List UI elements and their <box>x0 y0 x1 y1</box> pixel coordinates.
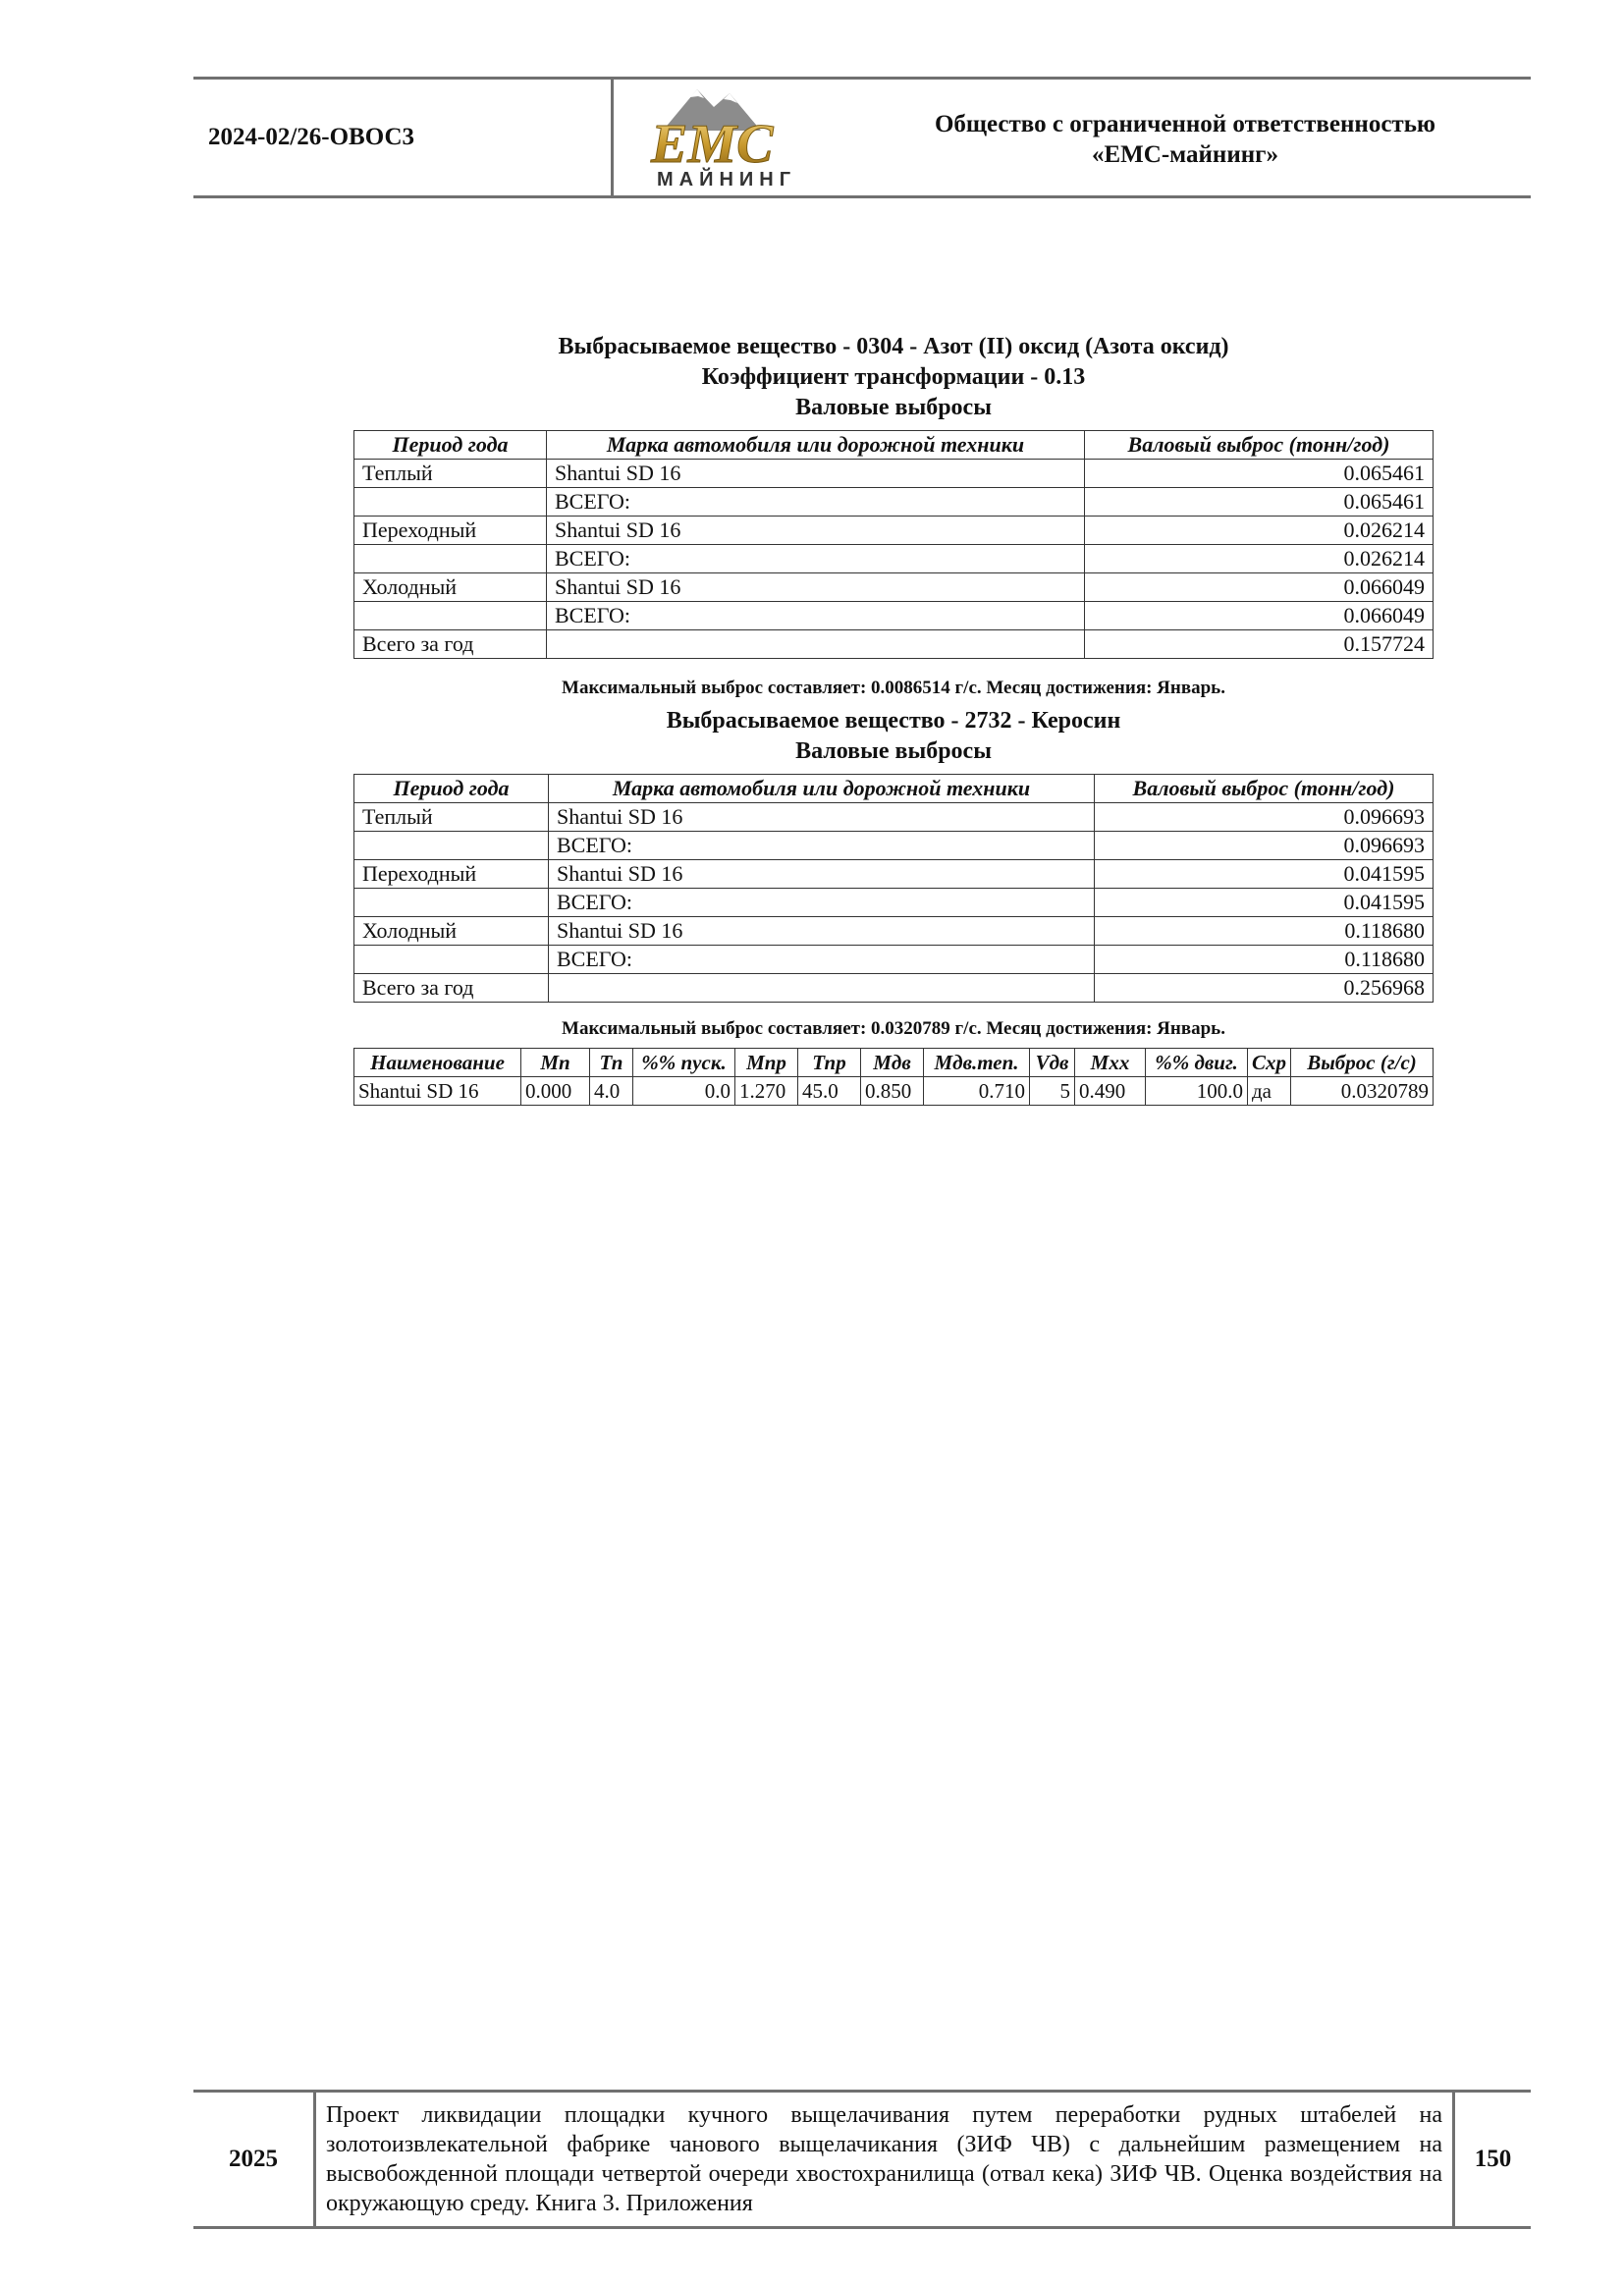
table-row <box>354 974 1434 1003</box>
emission-cell: 0.065461 <box>1085 460 1434 488</box>
period-cell <box>354 832 549 860</box>
emission-cell: 0.026214 <box>1085 517 1434 545</box>
organization-name <box>839 80 1531 195</box>
column-header: Мпр <box>735 1049 798 1077</box>
table-row <box>354 946 1434 974</box>
table-row <box>354 602 1434 630</box>
vehicle-cell: ВСЕГО: <box>547 488 1085 517</box>
period-cell: Всего за год <box>354 630 547 659</box>
column-header: Мдв <box>861 1049 924 1077</box>
document-code: 2024-02/26-ОВОС3 <box>208 124 415 150</box>
param-cell: 0.000 <box>521 1077 590 1106</box>
logo-icon <box>643 82 810 191</box>
param-cell: 0.850 <box>861 1077 924 1106</box>
vehicle-cell: ВСЕГО: <box>547 602 1085 630</box>
param-cell: да <box>1248 1077 1291 1106</box>
company-logo <box>611 80 839 195</box>
table-header-row <box>354 1049 1434 1077</box>
column-header: Валовый выброс (тонн/год) <box>1085 431 1434 460</box>
column-header: %% двиг. <box>1146 1049 1248 1077</box>
period-cell: Переходный <box>354 860 549 889</box>
table-header-row <box>354 775 1434 803</box>
table-row <box>354 488 1434 517</box>
period-cell <box>354 602 547 630</box>
table-row <box>354 545 1434 573</box>
param-cell: 0.0320789 <box>1291 1077 1434 1106</box>
period-cell <box>354 946 549 974</box>
column-header: Марка автомобиля или дорожной техники <box>549 775 1095 803</box>
column-header: Валовый выброс (тонн/год) <box>1095 775 1434 803</box>
column-header: Мдв.теп. <box>924 1049 1030 1077</box>
table-row <box>354 460 1434 488</box>
table-row <box>354 803 1434 832</box>
emission-cell: 0.118680 <box>1095 917 1434 946</box>
column-header: Схр <box>1248 1049 1291 1077</box>
column-header: %% пуск. <box>633 1049 735 1077</box>
footer-project-title: Проект ликвидации площадки кучного выщелачивания путем переработки рудных штабелей на золотоизвлекательной фабрике чанового выщелачикания (ЗИФ ЧВ) с дальнейшим размещением на высвобожденной площади четвертой очереди хвостохранилища (отвал кека) ЗИФ ЧВ. Оценка воздействия на окружающую среду. Книга 3. Приложения <box>316 2093 1455 2226</box>
param-cell: 0.0 <box>633 1077 735 1106</box>
org-line-2: «ЕМС-майнинг» <box>1092 141 1278 168</box>
period-cell: Холодный <box>354 573 547 602</box>
svg-text:ЕМС: ЕМС <box>651 114 774 175</box>
block1-substance: Выбрасываемое вещество - 0304 - Азот (II) оксид (Азота оксид) <box>558 334 1229 359</box>
table-row <box>354 889 1434 917</box>
block2-table <box>353 774 1434 1003</box>
block1-subtitle: Валовые выбросы <box>795 395 992 420</box>
emission-cell: 0.041595 <box>1095 889 1434 917</box>
vehicle-cell <box>549 974 1095 1003</box>
period-cell: Переходный <box>354 517 547 545</box>
column-header: Марка автомобиля или дорожной техники <box>547 431 1085 460</box>
vehicle-cell: Shantui SD 16 <box>547 573 1085 602</box>
emission-cell: 0.066049 <box>1085 602 1434 630</box>
column-header: Тпр <box>798 1049 861 1077</box>
block2-max-emission-note: Максимальный выброс составляет: 0.0320789 г/с. Месяц достижения: Январь. <box>562 1018 1225 1039</box>
column-header: Мхх <box>1075 1049 1146 1077</box>
vehicle-cell: Shantui SD 16 <box>549 803 1095 832</box>
emission-cell: 0.096693 <box>1095 832 1434 860</box>
table-row <box>354 630 1434 659</box>
column-header: Наименование <box>354 1049 521 1077</box>
column-header: Мп <box>521 1049 590 1077</box>
param-cell: 100.0 <box>1146 1077 1248 1106</box>
name-cell: Shantui SD 16 <box>354 1077 521 1106</box>
column-header: Выброс (г/с) <box>1291 1049 1434 1077</box>
period-cell: Теплый <box>354 803 549 832</box>
column-header: Тп <box>590 1049 633 1077</box>
param-cell: 0.490 <box>1075 1077 1146 1106</box>
param-cell: 5 <box>1030 1077 1075 1106</box>
column-header: Vдв <box>1030 1049 1075 1077</box>
block1-title <box>353 332 1434 423</box>
table-row <box>354 860 1434 889</box>
block2-title <box>353 706 1434 767</box>
emission-cell: 0.065461 <box>1085 488 1434 517</box>
vehicle-cell: ВСЕГО: <box>549 889 1095 917</box>
period-cell <box>354 889 549 917</box>
block1-table <box>353 430 1434 659</box>
vehicle-cell: Shantui SD 16 <box>549 860 1095 889</box>
period-cell: Теплый <box>354 460 547 488</box>
table-row <box>354 917 1434 946</box>
vehicle-cell: Shantui SD 16 <box>549 917 1095 946</box>
vehicle-cell: ВСЕГО: <box>549 946 1095 974</box>
vehicle-cell: Shantui SD 16 <box>547 517 1085 545</box>
emission-cell: 0.066049 <box>1085 573 1434 602</box>
period-cell: Всего за год <box>354 974 549 1003</box>
page-header <box>193 77 1531 198</box>
vehicle-cell: ВСЕГО: <box>549 832 1095 860</box>
table-header-row <box>354 431 1434 460</box>
footer-year: 2025 <box>193 2093 316 2226</box>
table-row <box>354 1077 1434 1106</box>
emission-cell: 0.256968 <box>1095 974 1434 1003</box>
period-cell: Холодный <box>354 917 549 946</box>
block2-substance: Выбрасываемое вещество - 2732 - Керосин <box>666 708 1121 734</box>
emission-cell: 0.096693 <box>1095 803 1434 832</box>
block1-max-emission-note: Максимальный выброс составляет: 0.0086514 г/с. Месяц достижения: Январь. <box>562 678 1225 698</box>
table-row <box>354 573 1434 602</box>
org-line-1: Общество с ограниченной ответственностью <box>934 111 1436 137</box>
page-footer <box>193 2090 1531 2229</box>
block2-subtitle: Валовые выбросы <box>795 738 992 764</box>
vehicle-cell: ВСЕГО: <box>547 545 1085 573</box>
vehicle-cell: Shantui SD 16 <box>547 460 1085 488</box>
emission-cell: 0.118680 <box>1095 946 1434 974</box>
parameters-table <box>353 1048 1434 1106</box>
param-cell: 1.270 <box>735 1077 798 1106</box>
block1-coefficient: Коэффициент трансформации - 0.13 <box>701 364 1086 390</box>
emission-cell: 0.041595 <box>1095 860 1434 889</box>
period-cell <box>354 545 547 573</box>
param-cell: 45.0 <box>798 1077 861 1106</box>
emission-cell: 0.026214 <box>1085 545 1434 573</box>
param-cell: 4.0 <box>590 1077 633 1106</box>
svg-text:МАЙНИНГ: МАЙНИНГ <box>657 169 797 190</box>
page-number: 150 <box>1474 2146 1512 2172</box>
param-cell: 0.710 <box>924 1077 1030 1106</box>
column-header: Период года <box>354 431 547 460</box>
vehicle-cell <box>547 630 1085 659</box>
column-header: Период года <box>354 775 549 803</box>
period-cell <box>354 488 547 517</box>
table-row <box>354 517 1434 545</box>
emission-cell: 0.157724 <box>1085 630 1434 659</box>
table-row <box>354 832 1434 860</box>
